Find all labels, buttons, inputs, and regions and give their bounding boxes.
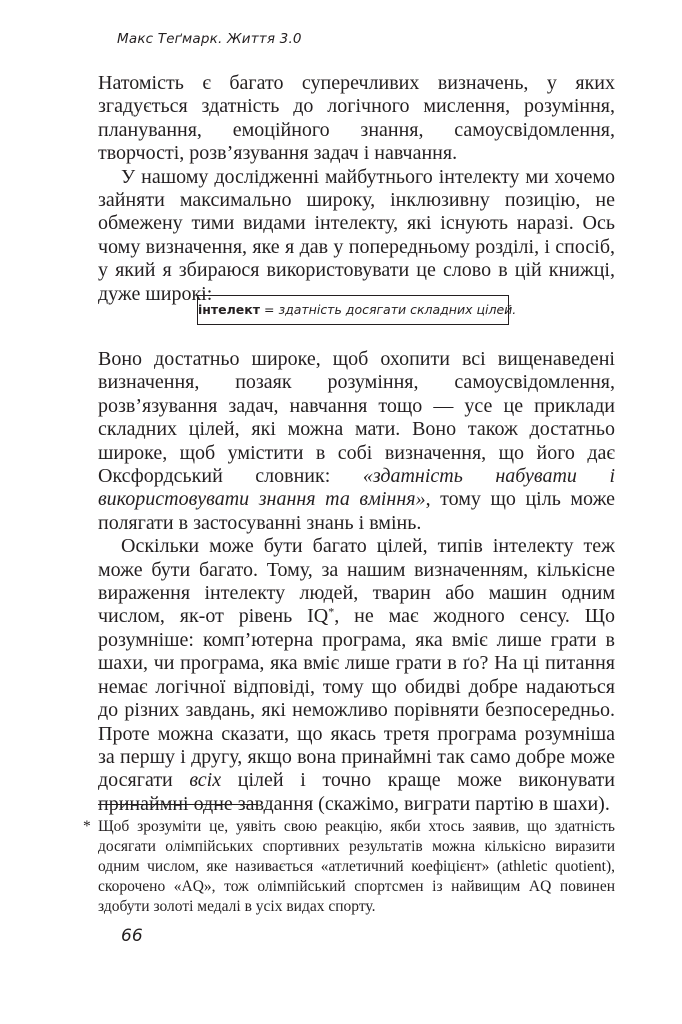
running-head: Макс Теґмарк. Життя 3.0 xyxy=(117,31,302,47)
paragraph-oxford-definition xyxy=(98,348,615,535)
paragraph-oxford-start: Воно достатньо широке, щоб охопити всі вищенаведені визначення, позаяк розуміння, самоусвідомлення, розв’язування задач, навчання тощо — усе це приклади складних цілей, які можна мати. Воно також достатньо широке, щоб умістити в собі визначення, що його дає Оксфордський словник: xyxy=(98,348,615,488)
emphasis-all: всіх xyxy=(189,769,222,792)
definition-box xyxy=(197,295,517,325)
paragraph-broad-position: У нашому дослідженні майбутнього інтелекту ми хочемо зайняти максимально широку, інклюзивну позицію, не обмежену тими видами інтелекту, які існують наразі. Ось чому визначення, яке я дав у попередньому розділі, і спосіб, у який я збираюся використовувати це слово в цій книжці, дуже широкі: xyxy=(98,165,615,305)
paragraph-many-goals-end: цілей і точно краще може виконувати принаймні одне завдання (скажімо, виграти партію в шахи). xyxy=(98,769,615,815)
oxford-quote: «здатність набувати і використовувати знання та вміння» xyxy=(98,465,615,511)
paragraph-many-goals xyxy=(98,535,615,816)
paragraph-oxford-end: , тому що ціль може полягати в застосуванні знань і вмінь. xyxy=(98,488,615,534)
footnote-divider xyxy=(98,804,258,805)
definition-text: здатність досягати складних цілей. xyxy=(278,302,517,317)
paragraph-many-goals-mid: , не має жодного сенсу. Що розумніше: комп’ютерна програма, яка вміє лише грати в шахи, чи програма, яка вміє лише грати в ґо? На ці питання немає логічної відповіді, тому що обидві добре надаються до різних завдань, які неможливо порівняти безпосередньо. Проте можна сказати, що якась третя програма розумніша за першу і другу, якщо вона принаймні так само добре може досягати xyxy=(98,605,615,792)
body-text-bottom xyxy=(98,348,615,816)
page-number: 66 xyxy=(121,926,143,946)
body-text-top xyxy=(98,72,615,306)
footnote-mark: * xyxy=(83,818,91,835)
definition-separator: = xyxy=(260,302,279,317)
paragraph-definitions: Натомість є багато суперечливих визначень, у яких згадується здатність до логічного мислення, розуміння, планування, емоційного знання, самоусвідомлення, творчості, розв’язування задач і навчання. xyxy=(98,72,615,165)
paragraph-many-goals-start: Оскільки може бути багато цілей, типів інтелекту теж може бути багато. Тому, за нашим визначенням, кількісне вираження інтелекту людей, тварин або машин одним числом, як-от рівень IQ xyxy=(98,535,615,628)
footnote xyxy=(83,817,615,917)
footnote-reference[interactable]: * xyxy=(328,604,335,619)
footnote-text: Щоб зрозуміти це, уявіть свою реакцію, якби хтось заявив, що здатність досягати олімпійських спортивних результатів можна кількісно виразити одним числом, яке називається «атлетичний коефіцієнт» (athletic quotient), скорочено «AQ», тож олімпійський спортсмен із найвищим AQ повинен здобути золоті медалі в усіх видах спорту. xyxy=(98,818,615,915)
definition-term: інтелект xyxy=(198,302,261,317)
